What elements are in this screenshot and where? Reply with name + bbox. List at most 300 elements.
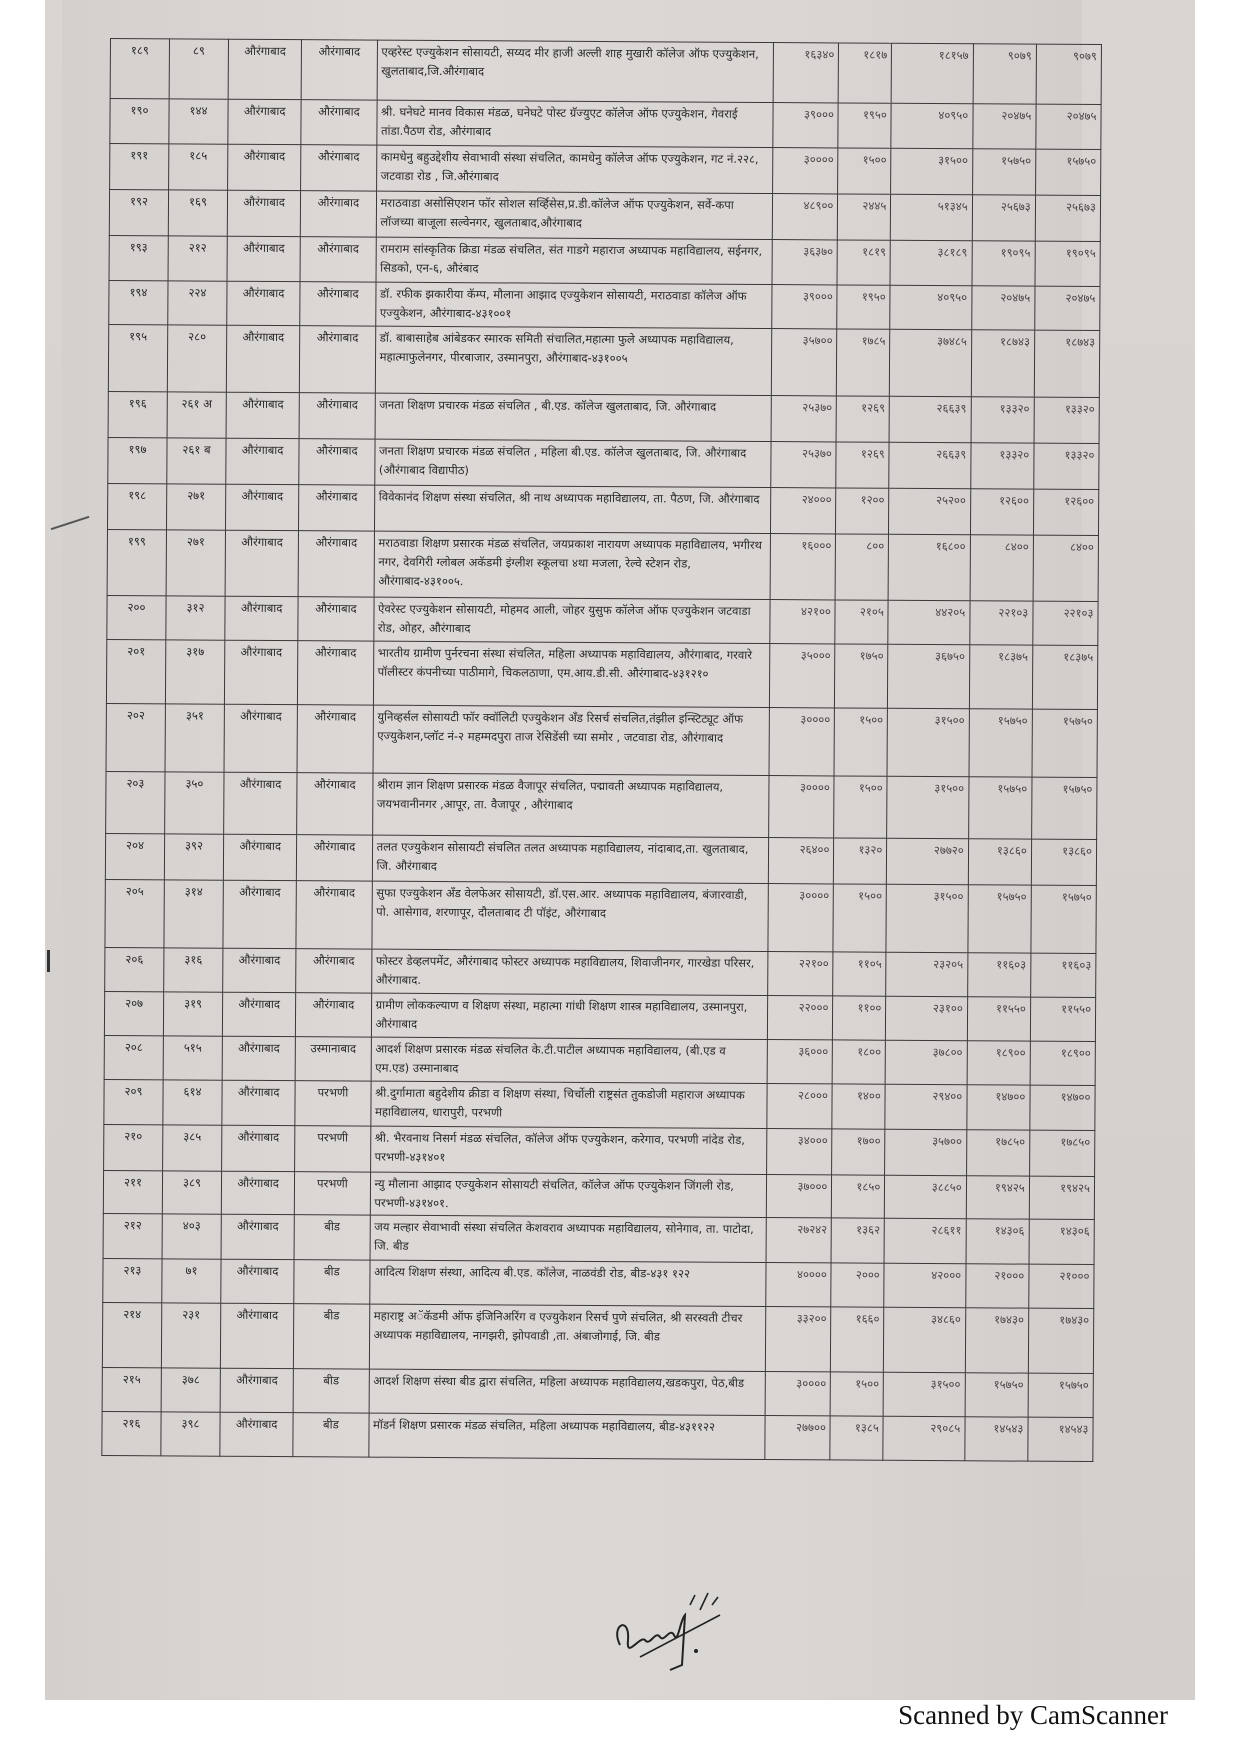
serial-number: २०४ xyxy=(105,833,164,879)
fee-value-5: ११५५० xyxy=(1030,997,1095,1041)
institution-description: कामधेनु बहुउद्देशीय सेवाभावी संस्था संचलित, कामधेनु कॉलेज ऑफ एज्युकेशन, गट नं.२२८, जटवाडा रोड , जि.औरंगाबाद xyxy=(376,145,773,193)
fee-value-5: १८७४३ xyxy=(1034,330,1100,397)
fee-value-4: १४७०० xyxy=(967,1085,1030,1130)
institution-description: भारतीय ग्रामीण पुर्नरचना संस्था संचलित, महिला अध्यापक महाविद्यालय, औरंगाबाद, गरवारे पॉलीस्टर कंपनीच्या पाठीमागे, चिकलठाणा, एम.आय.डी.सी. औरंगाबाद-४३१२१० xyxy=(373,641,770,707)
district-name: परभणी xyxy=(295,1081,371,1126)
institution-description: श्रीराम ज्ञान शिक्षण प्रसारक मंडळ वैजापूर संचलित, पद्मावती अध्यापक महाविद्यालय, जयभवानीनगर ,आपूर, ता. वैजापूर , औरंगाबाद xyxy=(372,773,769,837)
fee-total: ३७४८५ xyxy=(890,329,972,396)
fee-value-5: २२१०३ xyxy=(1033,601,1098,645)
institution-description: विवेकानंद शिक्षण संस्था संचलित, श्री नाथ अध्यापक महाविद्यालय, ता. पैठण, जि. औरंगाबाद xyxy=(374,485,771,533)
division-name: औरंगाबाद xyxy=(224,704,298,772)
serial-number: २०६ xyxy=(105,947,164,991)
serial-number: १९१ xyxy=(110,144,169,190)
division-name: औरंगाबाद xyxy=(223,834,297,880)
division-name: औरंगाबाद xyxy=(226,438,300,484)
fee-value-2: १५०० xyxy=(831,1372,884,1416)
fee-total: ४४२०५ xyxy=(888,600,970,644)
table-row xyxy=(105,879,1096,953)
fee-value-4: २२१०३ xyxy=(970,601,1033,645)
table-row xyxy=(107,529,1098,601)
fee-value-5: १५७५० xyxy=(1031,885,1097,953)
fee-value-2: १२६९ xyxy=(836,396,889,442)
division-name: औरंगाबाद xyxy=(226,325,300,392)
table-row xyxy=(103,1170,1094,1219)
institution-description: मराठवाडा शिक्षण प्रसारक मंडळ संचलित, जयप्रकाश नारायण अध्यापक महाविद्यालय, भगीरथ नगर, देवगिरी ग्लोबल अकॅडमी इंग्लीश स्कूलचा ४था मजला, रेल्वे स्टेशन रोड, औरंगाबाद-४३१००५. xyxy=(374,531,771,599)
division-name: औरंगाबाद xyxy=(223,948,297,992)
serial-number: १९६ xyxy=(108,391,167,437)
table-row xyxy=(110,99,1101,150)
table-row xyxy=(109,280,1100,330)
district-name: औरंगाबाद xyxy=(298,531,374,597)
college-code: ४०३ xyxy=(162,1214,221,1259)
fee-value-1: ३५००० xyxy=(770,644,835,708)
fee-value-5: १९४२५ xyxy=(1029,1176,1094,1219)
table-row xyxy=(104,1079,1095,1130)
district-name: औरंगाबाद xyxy=(296,949,372,993)
fee-value-1: ३०००० xyxy=(773,148,838,194)
table-row xyxy=(107,483,1098,535)
fee-total: १८१५७ xyxy=(891,43,973,103)
division-name: औरंगाबाद xyxy=(228,99,302,144)
institution-description: जय मल्हार सेवाभावी संस्था संचलित केशवराव अध्यापक महाविद्यालय, सोनेगाव, ता. पाटोदा, जि. बीड xyxy=(370,1215,767,1262)
fee-value-2: १६६० xyxy=(831,1307,884,1372)
district-name: औरंगाबाद xyxy=(301,191,377,237)
fee-value-1: ४२१०० xyxy=(770,600,835,644)
fee-value-4: १४३०६ xyxy=(966,1219,1029,1264)
serial-number: २१३ xyxy=(103,1258,162,1302)
district-name: औरंगाबाद xyxy=(296,993,372,1037)
table-row xyxy=(105,947,1096,997)
fee-value-2: १२६९ xyxy=(836,442,889,488)
fee-value-5: १२६०० xyxy=(1033,489,1098,535)
fee-value-2: १७८५ xyxy=(837,329,890,396)
fee-value-2: ११०० xyxy=(833,996,886,1040)
college-code: ५१५ xyxy=(163,1036,222,1080)
fee-value-5: १८३७५ xyxy=(1032,645,1098,709)
fee-value-4: १२६०० xyxy=(970,489,1033,535)
district-name: बीड xyxy=(294,1215,370,1260)
fee-value-4: १५७५० xyxy=(965,1373,1028,1417)
division-name: औरंगाबाद xyxy=(220,1412,294,1456)
fee-value-5: १५७५० xyxy=(1032,709,1098,777)
college-code: २१२ xyxy=(168,236,227,281)
table-row xyxy=(106,771,1097,839)
fee-total: ३४८६० xyxy=(884,1307,966,1372)
table-row xyxy=(106,703,1097,777)
serial-number: २११ xyxy=(103,1170,162,1213)
fee-value-2: १८०० xyxy=(833,1040,886,1084)
district-name: औरंगाबाद xyxy=(300,237,376,282)
serial-number: २१२ xyxy=(103,1213,162,1258)
serial-number: २०१ xyxy=(106,639,165,703)
table-row xyxy=(102,1411,1093,1461)
institution-description: श्री. घनेघटे मानव विकास मंडळ, घनेघटे पोस्ट ग्रॅज्युएट कॉलेज ऑफ एज्युकेशन, गेवराई तांडा.पैठण रोड, औरंगाबाद xyxy=(376,100,773,147)
fee-value-1: ३०००० xyxy=(768,884,834,952)
fee-value-4: १५७५० xyxy=(969,709,1032,777)
fee-value-5: १५७५० xyxy=(1035,149,1100,195)
serial-number: १८९ xyxy=(110,39,169,99)
fee-value-1: १६३४० xyxy=(773,43,838,103)
fee-value-4: २०४७५ xyxy=(971,286,1034,330)
table-row xyxy=(103,1258,1094,1308)
fee-value-5: १४३०६ xyxy=(1029,1219,1094,1264)
college-code: १८५ xyxy=(169,144,228,190)
division-name: औरंगाबाद xyxy=(226,392,300,438)
fee-value-1: ३३२०० xyxy=(766,1307,832,1372)
table-row xyxy=(110,144,1101,196)
fee-value-5: १३८६० xyxy=(1031,839,1096,885)
division-name: औरंगाबाद xyxy=(227,236,301,281)
fee-value-5: १८९०० xyxy=(1030,1041,1095,1085)
fee-value-2: १८१७ xyxy=(839,43,892,103)
college-code: १६९ xyxy=(168,190,227,236)
college-code: २७१ xyxy=(166,484,225,530)
fee-value-2: १४०० xyxy=(832,1084,885,1129)
division-name: औरंगाबाद xyxy=(228,39,302,99)
district-name: औरंगाबाद xyxy=(297,835,373,881)
table-row xyxy=(105,833,1096,885)
institution-description: महाराष्ट्र अॅकॅडमी ऑफ इंजिनिअरिंग व एज्युकेशन रिसर्च पुणे संचलित, श्री सरस्वती टीचर अध्यापक महाविद्यालय, नागझरी, झोपवाडी ,ता. अंबाजोगाई, जि. बीड xyxy=(369,1304,766,1371)
fee-value-5: १३३२० xyxy=(1034,397,1099,443)
institution-description: ऐवरेस्ट एज्युकेशन सोसायटी, मोहमद आली, जोहर युसुफ कॉलेज ऑफ एज्युकेशन जटवाडा रोड, ओहर, औरंगाबाद xyxy=(373,597,770,643)
fee-value-2: ११०५ xyxy=(833,952,886,996)
fee-value-5: १३३२० xyxy=(1034,443,1099,489)
college-code: ८९ xyxy=(169,39,228,99)
fee-value-1: ३६३७० xyxy=(772,240,837,285)
college-code: ३९८ xyxy=(161,1412,220,1456)
fee-value-2: २१०५ xyxy=(835,600,888,644)
fee-value-4: २५६७३ xyxy=(972,195,1035,241)
college-code: २३१ xyxy=(161,1303,220,1368)
fee-value-5: ९०७९ xyxy=(1036,44,1102,104)
district-name: औरंगाबाद xyxy=(298,597,374,641)
fee-value-5: ८४०० xyxy=(1033,535,1099,601)
division-name: औरंगाबाद xyxy=(222,1125,296,1171)
institution-description: मराठवाडा असोसिएशन फॉर सोशल सर्व्हिसेस,प्र.डी.कॉलेज ऑफ एज्युकेशन, सर्वे-कपा लॉजच्या बाजूला सल्वेनगर, खुलताबाद,औरंगाबाद xyxy=(376,191,773,239)
division-name: औरंगाबाद xyxy=(222,992,296,1036)
fee-value-5: २०४७५ xyxy=(1035,286,1100,330)
table-row xyxy=(104,1035,1095,1085)
serial-number: १९८ xyxy=(107,483,166,529)
serial-number: २०० xyxy=(107,595,166,639)
fee-total: ४०९५० xyxy=(891,103,973,148)
fee-value-1: ३६००० xyxy=(767,1040,832,1084)
fee-total: ३१५०० xyxy=(887,708,969,776)
division-name: औरंगाबाद xyxy=(220,1303,294,1368)
fee-value-4: १३८६० xyxy=(968,839,1031,885)
fee-value-2: १७०० xyxy=(832,1129,885,1175)
serial-number: १९९ xyxy=(107,529,166,595)
table-row xyxy=(104,991,1095,1041)
fee-value-2: १३८५ xyxy=(830,1416,883,1460)
fee-total: २८६११ xyxy=(884,1218,966,1263)
fee-value-4: २०४७५ xyxy=(973,104,1036,149)
fee-total: २६६३९ xyxy=(889,442,971,488)
fee-value-4: १७४३० xyxy=(965,1308,1028,1373)
fee-value-4: १९०९५ xyxy=(972,241,1035,286)
table-row xyxy=(104,1124,1095,1176)
division-name: औरंगाबाद xyxy=(224,640,298,704)
college-code: ३७८ xyxy=(161,1368,220,1412)
fee-total: ३१५०० xyxy=(883,1372,965,1416)
division-name: औरंगाबाद xyxy=(225,596,299,640)
fee-value-2: १९५० xyxy=(837,285,890,329)
fee-value-4: ११५५० xyxy=(967,997,1030,1041)
fee-value-1: ३७००० xyxy=(767,1175,832,1218)
serial-number: १९७ xyxy=(108,437,167,483)
margin-mark xyxy=(47,950,50,972)
fee-value-2: १२०० xyxy=(836,488,889,534)
fee-value-5: १९०९५ xyxy=(1035,241,1100,286)
fee-value-4: १५७५० xyxy=(972,149,1035,195)
division-name: औरंगाबाद xyxy=(225,530,299,596)
fee-total: २६६३९ xyxy=(889,396,971,442)
institution-description: ग्रामीण लोककल्याण व शिक्षण संस्था, महात्मा गांधी शिक्षण शास्त्र महाविद्यालय, उस्मानपुरा, औरंगाबाद xyxy=(371,993,768,1039)
division-name: औरंगाबाद xyxy=(223,880,297,948)
fee-value-2: १५०० xyxy=(834,776,887,838)
college-code: ७१ xyxy=(162,1259,221,1303)
college-code: ३५१ xyxy=(165,704,224,772)
fee-value-2: १५०० xyxy=(838,148,891,194)
fee-value-4: १५७५० xyxy=(968,777,1031,839)
institution-description: आदर्श शिक्षण संस्था बीड द्वारा संचलित, महिला अध्यापक महाविद्यालय,खडकपुरा, पेठ,बीड xyxy=(369,1369,766,1415)
institution-description: जनता शिक्षण प्रचारक मंडळ संचलित , बी.एड. कॉलेज खुलताबाद, जि. औरंगाबाद xyxy=(375,393,772,441)
table-row xyxy=(107,595,1098,645)
serial-number: २०५ xyxy=(105,879,164,947)
fee-total: ४२००० xyxy=(884,1263,966,1307)
fee-value-1: २७२४२ xyxy=(766,1218,831,1263)
institution-description: एव्हरेस्ट एज्युकेशन सोसायटी, सय्यद मीर हाजी अल्ली शाह मुखारी कॉलेज ऑफ एज्युकेशन, खुलताबाद,जि.औरंगाबाद xyxy=(377,40,774,102)
institution-description: जनता शिक्षण प्रचारक मंडळ संचलित , महिला बी.एड. कॉलेज खुलताबाद, जि. औरंगाबाद (औरंगाबाद विद्यापीठ) xyxy=(374,439,771,487)
division-name: औरंगाबाद xyxy=(220,1368,294,1412)
fee-total: २५२०० xyxy=(889,488,971,534)
college-code: ६१४ xyxy=(163,1080,222,1125)
fee-total: ३५७०० xyxy=(885,1129,967,1175)
district-name: परभणी xyxy=(295,1172,371,1215)
fee-value-1: ३९००० xyxy=(772,285,837,329)
fee-value-2: २४४५ xyxy=(838,194,891,240)
fee-value-1: २५३७० xyxy=(771,396,836,442)
serial-number: २०८ xyxy=(104,1035,163,1079)
fee-value-2: १७५० xyxy=(835,644,888,708)
serial-number: २१६ xyxy=(102,1411,161,1455)
fee-value-2: १८५० xyxy=(832,1175,885,1218)
fee-total: १६८०० xyxy=(888,534,970,600)
fee-value-1: १६००० xyxy=(770,534,836,600)
serial-number: २१० xyxy=(104,1124,163,1170)
fee-value-2: १५०० xyxy=(834,708,887,776)
college-code: ३९२ xyxy=(164,834,223,880)
fee-value-5: ११६०३ xyxy=(1030,953,1095,997)
district-name: बीड xyxy=(293,1369,369,1413)
fee-total: ३८१८९ xyxy=(890,240,972,285)
table-row xyxy=(108,437,1099,489)
college-code: ३८५ xyxy=(163,1125,222,1171)
table-row xyxy=(103,1213,1094,1264)
fee-value-1: २८००० xyxy=(767,1084,832,1129)
fee-value-4: १५७५० xyxy=(968,885,1031,953)
college-code: ३१६ xyxy=(164,948,223,992)
district-name: औरंगाबाद xyxy=(300,326,376,393)
district-name: बीड xyxy=(294,1260,370,1304)
fee-value-2: १३२० xyxy=(834,838,887,884)
college-code: २६१ ब xyxy=(167,438,226,484)
fee-value-1: ४०००० xyxy=(766,1263,831,1307)
fee-value-1: २७७०० xyxy=(765,1416,830,1460)
fee-value-4: ९०७९ xyxy=(973,44,1036,104)
serial-number: २१५ xyxy=(102,1367,161,1411)
fee-value-5: १७४३० xyxy=(1028,1308,1094,1373)
serial-number: २१४ xyxy=(102,1302,161,1367)
fee-value-1: ३०००० xyxy=(769,708,835,776)
fee-table xyxy=(101,38,1102,1462)
institution-description: सुफा एज्युकेशन अँड वेलफेअर सोसायटी, डॉ.एस.आर. अध्यापक महाविद्यालय, बंजारवाडी, पो. आसेगाव, शरणापूर, दौलताबाद टी पॉइंट, औरंगाबाद xyxy=(371,881,768,951)
table-row xyxy=(110,39,1101,105)
district-name: औरंगाबाद xyxy=(301,100,377,145)
fee-total: २९४०० xyxy=(885,1084,967,1129)
division-name: औरंगाबाद xyxy=(225,484,299,530)
fee-value-1: ३९००० xyxy=(773,103,838,148)
college-code: २२४ xyxy=(168,281,227,325)
fee-value-4: १३३२० xyxy=(970,443,1033,489)
district-name: औरंगाबाद xyxy=(299,485,375,531)
fee-total: ३८८५० xyxy=(885,1175,967,1218)
college-code: १४४ xyxy=(169,99,228,144)
institution-description: आदित्य शिक्षण संस्था, आदित्य बी.एड. कॉलेज, नाळवंडी रोड, बीड-४३१ १२२ xyxy=(369,1260,766,1306)
division-name: औरंगाबाद xyxy=(222,1036,296,1080)
fee-value-1: २२१०० xyxy=(768,952,833,996)
institution-description: न्यु मौलाना आझाद एज्युकेशन सोसायटी संचलित, कॉलेज ऑफ एज्युकेशन जिंगली रोड, परभणी-४३१४०१. xyxy=(370,1172,767,1217)
college-code: २६१ अ xyxy=(167,392,226,438)
college-code: ३१७ xyxy=(165,640,224,704)
fee-value-1: २५३७० xyxy=(771,442,836,488)
college-code: ३५० xyxy=(165,772,224,834)
college-code: ३१४ xyxy=(164,880,223,948)
table-row xyxy=(108,324,1099,397)
institution-description: डॉ. बाबासाहेब आंबेडकर स्मारक समिती संचालित,महात्मा फुले अध्यापक महाविद्यालय, महात्माफुलेनगर, पीरबाजार, उस्मानपुरा, औरंगाबाद-४३१००५ xyxy=(375,326,772,395)
institution-description: डॉ. रफीक झकारीया कॅम्प, मौलाना आझाद एज्युकेशन सोसायटी, मराठवाडा कॉलेज ऑफ एज्युकेशन, औरंगाबाद-४३१००१ xyxy=(375,282,772,328)
serial-number: १९४ xyxy=(109,280,168,324)
table-row xyxy=(109,190,1100,242)
division-name: औरंगाबाद xyxy=(221,1214,295,1259)
table-row xyxy=(108,391,1099,443)
fee-value-4: १८९०० xyxy=(967,1041,1030,1085)
district-name: बीड xyxy=(293,1413,369,1457)
district-name: औरंगाबाद xyxy=(297,773,373,835)
fee-value-2: १५०० xyxy=(833,884,886,952)
table-body xyxy=(102,39,1102,1462)
fee-value-4: १८७४३ xyxy=(971,330,1034,397)
table-row xyxy=(109,235,1100,286)
district-name: औरंगाबाद xyxy=(296,881,372,949)
institution-description: मॉडर्न शिक्षण प्रसारक मंडळ संचलित, महिला अध्यापक महाविद्यालय, बीड-४३११२२ xyxy=(368,1413,765,1459)
division-name: औरंगाबाद xyxy=(227,281,301,325)
fee-value-1: २२००० xyxy=(768,996,833,1040)
fee-value-4: १८३७५ xyxy=(969,645,1032,709)
division-name: औरंगाबाद xyxy=(228,144,302,190)
district-name: औरंगाबाद xyxy=(298,641,374,705)
district-name: औरंगाबाद xyxy=(301,40,377,100)
fee-value-4: १४५४३ xyxy=(965,1417,1028,1461)
fee-value-4: २१००० xyxy=(965,1264,1028,1308)
fee-value-1: ३५७०० xyxy=(772,329,838,396)
district-name: औरंगाबाद xyxy=(297,705,373,773)
fee-value-5: १५७५० xyxy=(1028,1373,1093,1417)
district-name: औरंगाबाद xyxy=(300,282,376,326)
fee-total: ३१५०० xyxy=(886,884,968,952)
institution-description: फोस्टर डेव्हलपमेंट, औरंगाबाद फोस्टर अध्यापक महाविद्यालय, शिवाजीनगर, गारखेडा परिसर, औरंगाबाद. xyxy=(371,949,768,995)
college-code: ३१९ xyxy=(163,992,222,1036)
district-name: परभणी xyxy=(295,1126,371,1172)
college-code: ३१२ xyxy=(166,596,225,640)
fee-value-5: २१००० xyxy=(1029,1264,1094,1308)
signature-icon xyxy=(600,1585,780,1675)
fee-total: ३१५०० xyxy=(887,776,969,838)
fee-value-5: २५६७३ xyxy=(1035,195,1100,241)
fee-value-5: १७८५० xyxy=(1029,1130,1094,1176)
district-name: बीड xyxy=(294,1304,370,1369)
fee-total: ३६७५० xyxy=(888,644,970,708)
institution-description: रामराम सांस्कृतिक क्रिडा मंडळ संचलित, संत गाडगे महाराज अध्यापक महाविद्यालय, सईनगर, सिडको, एन-६, औरंबाद xyxy=(376,237,773,284)
serial-number: १९५ xyxy=(108,324,167,391)
table-row xyxy=(102,1302,1093,1373)
fee-total: ३७८०० xyxy=(885,1040,967,1084)
institution-description: तलत एज्युकेशन सोसायटी संचलित तलत अध्यापक महाविद्यालय, नांदाबाद,ता. खुलताबाद, जि. औरंगाबाद xyxy=(372,835,769,883)
fee-value-4: १३३२० xyxy=(971,397,1034,443)
fee-total: २९०८५ xyxy=(883,1416,965,1460)
fee-total: ३१५०० xyxy=(891,148,973,194)
fee-total: ४०९५० xyxy=(890,285,972,329)
fee-total: २३२०५ xyxy=(886,952,968,996)
fee-value-2: ८०० xyxy=(836,534,889,600)
division-name: औरंगाबाद xyxy=(227,190,301,236)
district-name: उस्मानाबाद xyxy=(295,1037,371,1081)
fee-value-4: ११६०३ xyxy=(967,953,1030,997)
division-name: औरंगाबाद xyxy=(222,1080,296,1125)
serial-number: १९३ xyxy=(109,235,168,280)
institution-description: श्री.दुर्गामाता बहुदेशीय क्रीडा व शिक्षण संस्था, चिर्चोली राष्ट्रसंत तुकडोजी महाराज अध्यापक महाविद्यालय, धारापुरी, परभणी xyxy=(370,1081,767,1128)
fee-value-4: १९४२५ xyxy=(966,1176,1029,1219)
division-name: औरंगाबाद xyxy=(221,1259,295,1303)
table-row xyxy=(102,1367,1093,1417)
fee-value-2: २००० xyxy=(831,1263,884,1307)
fee-total: ५१३४५ xyxy=(891,194,973,240)
fee-value-1: २६४०० xyxy=(769,838,834,884)
fee-total: २३१०० xyxy=(886,996,968,1040)
serial-number: २०९ xyxy=(104,1079,163,1124)
fee-value-5: २०४७५ xyxy=(1036,104,1101,149)
fee-value-1: ४८९०० xyxy=(773,194,838,240)
division-name: औरंगाबाद xyxy=(221,1171,295,1214)
serial-number: २०२ xyxy=(106,703,165,771)
serial-number: १९० xyxy=(110,99,169,144)
serial-number: २०७ xyxy=(104,991,163,1035)
college-code: ३८९ xyxy=(162,1171,221,1214)
fee-value-4: ८४०० xyxy=(970,535,1033,601)
district-name: औरंगाबाद xyxy=(299,439,375,485)
fee-value-1: ३०००० xyxy=(769,776,834,838)
fee-value-4: १७८५० xyxy=(966,1130,1029,1176)
fee-value-1: २४००० xyxy=(771,488,836,534)
fee-total: २७७२० xyxy=(887,838,969,884)
fee-value-2: १८१९ xyxy=(837,240,890,285)
district-name: औरंगाबाद xyxy=(299,393,375,439)
college-code: २८० xyxy=(167,325,226,392)
serial-number: १९२ xyxy=(109,190,168,236)
fee-value-2: १३६२ xyxy=(831,1218,884,1263)
fee-value-5: १४५४३ xyxy=(1028,1417,1093,1461)
fee-value-5: १४७०० xyxy=(1030,1085,1095,1130)
